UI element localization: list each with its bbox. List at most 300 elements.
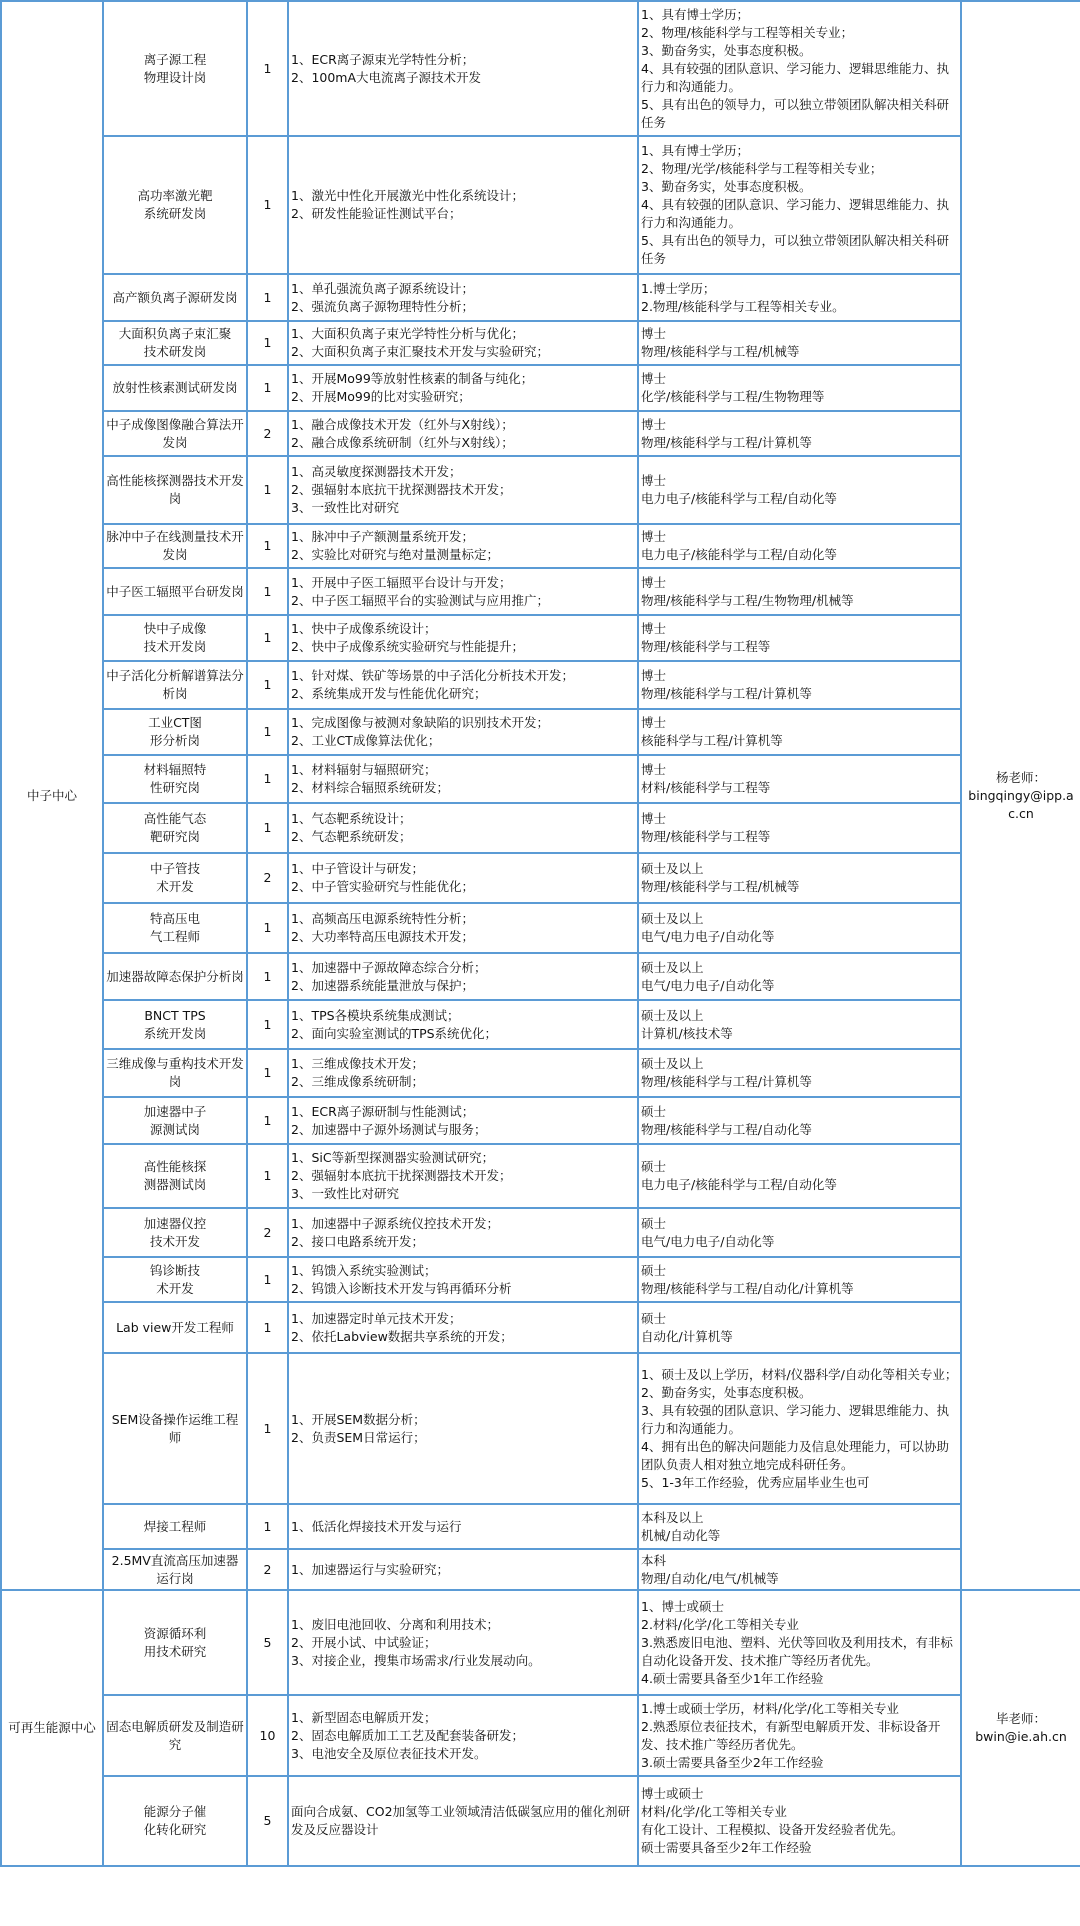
- requirement-item: 硕士及以上: [641, 1007, 704, 1023]
- table-row: [1, 1208, 1080, 1257]
- requirement-item: 2、物理/光学/核能科学与工程等相关专业；: [641, 161, 883, 176]
- requirement-item: 博士: [641, 715, 667, 730]
- headcount-cell: 1: [247, 661, 288, 709]
- position-title: 运行岗: [156, 1570, 194, 1586]
- table-row: [1, 1776, 1080, 1866]
- table-row: [1, 709, 1080, 755]
- requirement-item: 博士: [641, 473, 667, 488]
- duty-item: 1、加速器中子源系统仪控技术开发；: [291, 1215, 499, 1231]
- duty-item: 2、开展Mo99的比对实验研究；: [291, 389, 471, 404]
- requirement-item: 硕士及以上: [641, 911, 704, 926]
- requirements-cell: [638, 1000, 961, 1049]
- requirement-item: 物理/核能科学与工程等: [641, 639, 771, 654]
- requirements-cell: [638, 709, 961, 755]
- requirement-item: 1.博士或硕士学历，材料/化学/化工等相关专业: [641, 1700, 899, 1716]
- requirement-item: 化学/核能科学与工程/生物物理等: [641, 389, 825, 404]
- table-row: [1, 568, 1080, 615]
- position-title-cell: [103, 411, 247, 456]
- table-row: [1, 1257, 1080, 1302]
- duty-item: 2、面向实验室测试的TPS系统优化；: [291, 1025, 498, 1041]
- position-title-cell: [103, 136, 247, 274]
- position-title: 中子成像图像融合算法开发岗: [106, 416, 244, 450]
- requirement-item: 5、1-3年工作经验，优秀应届毕业生也可: [641, 1474, 870, 1490]
- requirement-item: 3、勤奋务实，处事态度积极。: [641, 42, 812, 58]
- duty-item: 面向合成氨、CO2加氢等工业领域清洁低碳氢应用的催化剂研发及反应器设计: [291, 1804, 631, 1837]
- position-title: 高产额负离子源研发岗: [112, 289, 238, 305]
- requirement-item: 1、具有博士学历；: [641, 6, 749, 22]
- department-cell: 可再生能源中心: [1, 1590, 103, 1866]
- duty-item: 2、气态靶系统研发；: [291, 829, 412, 844]
- duty-item: 1、加速器中子源故障态综合分析；: [291, 959, 487, 975]
- position-title: 术开发: [156, 1280, 194, 1296]
- duties-cell: [288, 1097, 638, 1144]
- headcount-cell: 1: [247, 1000, 288, 1049]
- requirement-item: 物理/核能科学与工程/计算机等: [641, 434, 812, 450]
- headcount-cell: 1: [247, 615, 288, 661]
- headcount-cell: 1: [247, 136, 288, 274]
- requirements-cell: [638, 524, 961, 568]
- position-title-cell: [103, 709, 247, 755]
- duty-item: 2、接口电路系统开发；: [291, 1233, 424, 1249]
- headcount-cell: 2: [247, 411, 288, 456]
- position-title-cell: [103, 1590, 247, 1695]
- position-title-cell: [103, 1695, 247, 1776]
- requirements-cell: [638, 1257, 961, 1302]
- position-title: 快中子成像: [143, 621, 207, 636]
- position-title: 高性能核探: [143, 1159, 207, 1174]
- requirement-item: 博士或硕士: [641, 1786, 704, 1801]
- headcount-cell: 1: [247, 755, 288, 803]
- headcount-cell: 1: [247, 803, 288, 853]
- duty-item: 1、中子管设计与研发；: [291, 861, 424, 876]
- duty-item: 1、开展中子医工辐照平台设计与开发；: [291, 574, 512, 590]
- duties-cell: [288, 321, 638, 365]
- requirements-cell: [638, 803, 961, 853]
- duty-item: 1、TPS各模块系统集成测试；: [291, 1007, 460, 1023]
- duties-cell: [288, 755, 638, 803]
- headcount-cell: 1: [247, 1504, 288, 1549]
- position-title-cell: [103, 1144, 247, 1208]
- duties-cell: [288, 615, 638, 661]
- position-title: 中子活化分析解谱算法分析岗: [106, 668, 244, 701]
- position-title-cell: [103, 365, 247, 411]
- duty-item: 2、材料综合辐照系统研发；: [291, 780, 449, 795]
- requirements-cell: [638, 755, 961, 803]
- headcount-cell: 1: [247, 1302, 288, 1353]
- position-title-cell: [103, 1776, 247, 1866]
- requirements-cell: [638, 1590, 961, 1695]
- contact-email[interactable]: bingqingy@ipp.ac.cn: [968, 787, 1074, 821]
- position-title-cell: [103, 524, 247, 568]
- position-title: 性研究岗: [149, 780, 200, 795]
- requirement-item: 博士: [641, 621, 667, 636]
- requirement-item: 4、具有较强的团队意识、学习能力、逻辑思维能力、执行力和沟通能力。: [641, 197, 949, 230]
- requirement-item: 博士: [641, 574, 667, 590]
- headcount-cell: 1: [247, 1049, 288, 1097]
- position-title: 术开发: [156, 879, 194, 894]
- table-row: [1, 1000, 1080, 1049]
- position-title: 三维成像与重构技术开发岗: [106, 1056, 244, 1089]
- headcount-cell: 1: [247, 709, 288, 755]
- position-title: 技术开发: [149, 1233, 200, 1249]
- headcount-cell: 10: [247, 1695, 288, 1776]
- duties-cell: [288, 411, 638, 456]
- duty-item: 2、钨馈入诊断技术开发与钨再循环分析: [291, 1280, 512, 1296]
- duties-cell: [288, 1353, 638, 1504]
- requirement-item: 物理/核能科学与工程/自动化等: [641, 1121, 812, 1137]
- requirement-item: 核能科学与工程/计算机等: [641, 733, 783, 748]
- duties-cell: [288, 524, 638, 568]
- requirements-cell: [638, 1549, 961, 1590]
- duties-cell: [288, 1302, 638, 1353]
- duty-item: 1、单孔强流负离子源系统设计；: [291, 280, 474, 296]
- requirement-item: 4.硕士需要具备至少1年工作经验: [641, 1670, 824, 1686]
- position-title: 测器测试岗: [143, 1177, 207, 1192]
- requirement-item: 3、具有较强的团队意识、学习能力、逻辑思维能力、执行力和沟通能力。: [641, 1402, 949, 1436]
- requirements-cell: [638, 615, 961, 661]
- headcount-cell: 1: [247, 456, 288, 524]
- position-title: 化转化研究: [143, 1822, 207, 1837]
- requirement-item: 博士: [641, 762, 667, 777]
- position-title: 2.5MV直流高压加速器: [111, 1552, 239, 1568]
- headcount-cell: 1: [247, 365, 288, 411]
- department-cell: 中子中心: [1, 1, 103, 1590]
- duties-cell: [288, 903, 638, 953]
- headcount-cell: 2: [247, 1549, 288, 1590]
- duty-item: 2、实验比对研究与绝对量测量标定；: [291, 547, 499, 562]
- requirement-item: 硕士: [641, 1215, 667, 1231]
- headcount-cell: 1: [247, 953, 288, 1000]
- headcount-cell: 1: [247, 1144, 288, 1208]
- requirement-item: 物理/核能科学与工程/计算机等: [641, 1074, 812, 1089]
- duty-item: 1、气态靶系统设计；: [291, 811, 412, 826]
- requirement-item: 博士: [641, 811, 667, 826]
- requirement-item: 硕士: [641, 1310, 667, 1326]
- duties-cell: [288, 568, 638, 615]
- requirement-item: 2.物理/核能科学与工程等相关专业。: [641, 298, 845, 314]
- position-title-cell: [103, 456, 247, 524]
- table-row: [1, 1302, 1080, 1353]
- duty-item: 1、新型固态电解质开发；: [291, 1709, 437, 1725]
- duty-item: 1、快中子成像系统设计；: [291, 621, 437, 636]
- requirement-item: 电力电子/核能科学与工程/自动化等: [641, 547, 837, 562]
- position-title: 焊接工程师: [143, 1518, 207, 1534]
- headcount-cell: 1: [247, 568, 288, 615]
- headcount-cell: 1: [247, 1097, 288, 1144]
- requirements-cell: [638, 365, 961, 411]
- requirements-cell: [638, 903, 961, 953]
- duty-item: 2、强流负离子源物理特性分析；: [291, 298, 474, 314]
- headcount-cell: 2: [247, 853, 288, 903]
- position-title-cell: [103, 853, 247, 903]
- headcount-cell: 5: [247, 1590, 288, 1695]
- requirement-item: 博士: [641, 326, 667, 341]
- requirement-item: 有化工设计、工程模拟、设备开发经验者优先。: [641, 1822, 904, 1837]
- position-title-cell: [103, 568, 247, 615]
- requirement-item: 1、硕士及以上学历，材料/仪器科学/自动化等相关专业；: [641, 1366, 958, 1382]
- duty-item: 2、负责SEM日常运行；: [291, 1429, 426, 1445]
- position-title: 加速器故障态保护分析岗: [106, 968, 244, 984]
- duties-cell: [288, 274, 638, 321]
- requirement-item: 博士: [641, 416, 667, 432]
- requirement-item: 物理/自动化/电气/机械等: [641, 1570, 779, 1586]
- table-row: [1, 1695, 1080, 1776]
- position-title: 形分析岗: [149, 733, 200, 748]
- position-title: 放射性核素测试研发岗: [112, 380, 238, 395]
- duty-item: 1、废旧电池回收、分离和利用技术；: [291, 1616, 499, 1632]
- requirement-item: 电气/电力电子/自动化等: [641, 977, 775, 993]
- position-title: Lab view开发工程师: [116, 1319, 234, 1335]
- position-title: 特高压电: [149, 911, 200, 926]
- duty-item: 1、融合成像技术开发（红外与X射线）；: [291, 416, 514, 432]
- requirements-cell: [638, 1504, 961, 1549]
- table-row: [1, 661, 1080, 709]
- duty-item: 3、对接企业，搜集市场需求/行业发展动向。: [291, 1652, 541, 1668]
- headcount-cell: 1: [247, 274, 288, 321]
- requirement-item: 电气/电力电子/自动化等: [641, 1233, 775, 1249]
- table-row: [1, 1144, 1080, 1208]
- position-title: 资源循环利: [143, 1625, 207, 1641]
- duty-item: 3、一致性比对研究: [291, 1186, 399, 1201]
- duty-item: 2、强辐射本底抗干扰探测器技术开发；: [291, 1168, 512, 1183]
- duties-cell: [288, 803, 638, 853]
- duty-item: 1、ECR离子源束光学特性分析；: [291, 51, 475, 67]
- duties-cell: [288, 853, 638, 903]
- requirements-cell: [638, 853, 961, 903]
- requirements-cell: [638, 1302, 961, 1353]
- duty-item: 3、一致性比对研究: [291, 500, 399, 515]
- requirements-cell: [638, 661, 961, 709]
- table-row: [1, 953, 1080, 1000]
- duty-item: 1、高灵敏度探测器技术开发；: [291, 464, 462, 479]
- duty-item: 1、加速器运行与实验研究；: [291, 1561, 449, 1577]
- position-title: 高性能气态: [143, 811, 207, 826]
- requirement-item: 本科: [641, 1552, 667, 1568]
- table-row: [1, 274, 1080, 321]
- requirements-cell: [638, 321, 961, 365]
- requirement-item: 材料/核能科学与工程等: [641, 780, 771, 795]
- recruitment-table-body: [1, 1, 1080, 1866]
- duty-item: 1、完成图像与被测对象缺陷的识别技术开发；: [291, 715, 549, 730]
- duties-cell: [288, 661, 638, 709]
- contact-cell: [961, 1, 1080, 1590]
- duties-cell: [288, 1257, 638, 1302]
- duties-cell: [288, 1695, 638, 1776]
- table-row: [1, 803, 1080, 853]
- duties-cell: [288, 1144, 638, 1208]
- requirement-item: 硕士及以上: [641, 861, 704, 876]
- requirement-item: 材料/化学/化工等相关专业: [641, 1804, 787, 1819]
- position-title: 大面积负离子束汇聚: [118, 326, 232, 341]
- requirement-item: 2.熟悉原位表征技术，有新型电解质开发、非标设备开发、技术推广等经历者优先。: [641, 1718, 941, 1752]
- table-row: [1, 321, 1080, 365]
- requirement-item: 电力电子/核能科学与工程/自动化等: [641, 491, 837, 506]
- table-row: [1, 615, 1080, 661]
- headcount-cell: 1: [247, 524, 288, 568]
- table-row: [1, 1549, 1080, 1590]
- requirements-cell: [638, 136, 961, 274]
- headcount-cell: 1: [247, 1353, 288, 1504]
- position-title-cell: [103, 1302, 247, 1353]
- duty-item: 1、脉冲中子产额测量系统开发；: [291, 529, 474, 544]
- position-title-cell: [103, 1049, 247, 1097]
- contact-cell: [961, 1590, 1080, 1866]
- position-title-cell: [103, 321, 247, 365]
- position-title-cell: [103, 1353, 247, 1504]
- requirement-item: 1、博士或硕士: [641, 1598, 724, 1614]
- position-title: 系统研发岗: [143, 206, 207, 221]
- requirement-item: 物理/核能科学与工程/机械等: [641, 879, 800, 894]
- contact-name: 毕老师：: [995, 1711, 1046, 1726]
- position-title: 能源分子催: [143, 1804, 207, 1819]
- requirement-item: 3.熟悉废旧电池、塑料、光伏等回收及利用技术，有非标自动化设备开发、技术推广等经历者优先。: [641, 1634, 953, 1668]
- requirement-item: 2.材料/化学/化工等相关专业: [641, 1616, 799, 1632]
- requirement-item: 硕士及以上: [641, 959, 704, 975]
- requirement-item: 博士: [641, 529, 667, 544]
- requirements-cell: [638, 456, 961, 524]
- position-title: 系统开发岗: [143, 1025, 207, 1041]
- duty-item: 2、固态电解质加工工艺及配套装备研发；: [291, 1727, 524, 1743]
- requirements-cell: [638, 1049, 961, 1097]
- position-title: 加速器仪控: [143, 1215, 207, 1231]
- duty-item: 1、加速器定时单元技术开发；: [291, 1310, 462, 1326]
- requirements-cell: [638, 1776, 961, 1866]
- duty-item: 1、ECR离子源研制与性能测试；: [291, 1103, 475, 1119]
- duty-item: 2、依托Labview数据共享系统的开发；: [291, 1328, 513, 1344]
- duty-item: 1、针对煤、铁矿等场景的中子活化分析技术开发；: [291, 668, 574, 683]
- duties-cell: [288, 953, 638, 1000]
- requirement-item: 硕士及以上: [641, 1056, 704, 1071]
- table-row: [1, 411, 1080, 456]
- position-title: 高功率激光靶: [137, 188, 213, 203]
- headcount-cell: 2: [247, 1208, 288, 1257]
- requirements-cell: [638, 411, 961, 456]
- requirement-item: 硕士需要具备至少2年工作经验: [641, 1840, 812, 1855]
- duty-item: 1、SiC等新型探测器实验测试研究；: [291, 1150, 495, 1165]
- duty-item: 2、100mA大电流离子源技术开发: [291, 69, 482, 85]
- table-row: [1, 755, 1080, 803]
- requirement-item: 2、勤奋务实，处事态度积极。: [641, 1384, 812, 1400]
- position-title-cell: [103, 953, 247, 1000]
- duty-item: 1、三维成像技术开发；: [291, 1056, 424, 1071]
- table-row: [1, 136, 1080, 274]
- duties-cell: [288, 136, 638, 274]
- position-title-cell: [103, 903, 247, 953]
- requirement-item: 电气/电力电子/自动化等: [641, 929, 775, 944]
- requirement-item: 硕士: [641, 1262, 667, 1278]
- position-title-cell: [103, 1, 247, 136]
- position-title: 技术开发岗: [143, 639, 207, 654]
- position-title: 气工程师: [149, 929, 200, 944]
- requirements-cell: [638, 953, 961, 1000]
- position-title-cell: [103, 803, 247, 853]
- position-title: 技术研发岗: [143, 344, 207, 359]
- requirement-item: 4、具有较强的团队意识、学习能力、逻辑思维能力、执行力和沟通能力。: [641, 60, 949, 94]
- duty-item: 2、中子管实验研究与性能优化；: [291, 879, 474, 894]
- requirement-item: 博士: [641, 668, 667, 683]
- requirement-item: 硕士: [641, 1103, 667, 1119]
- position-title: 固态电解质研发及制造研究: [106, 1718, 244, 1752]
- requirements-cell: [638, 1144, 961, 1208]
- headcount-cell: 1: [247, 903, 288, 953]
- position-title: 离子源工程: [143, 51, 207, 67]
- position-title: 中子管技: [149, 861, 200, 876]
- position-title: 物理设计岗: [143, 69, 207, 85]
- requirement-item: 1.博士学历；: [641, 280, 716, 296]
- requirements-cell: [638, 1353, 961, 1504]
- duty-item: 1、激光中性化开展激光中性化系统设计；: [291, 188, 524, 203]
- table-row: [1, 1590, 1080, 1695]
- position-title-cell: [103, 661, 247, 709]
- position-title: 材料辐照特: [143, 762, 207, 777]
- requirement-item: 物理/核能科学与工程/机械等: [641, 344, 800, 359]
- requirement-item: 3、勤奋务实，处事态度积极。: [641, 179, 812, 194]
- duty-item: 2、工业CT成像算法优化；: [291, 733, 441, 748]
- contact-email[interactable]: bwin@ie.ah.cn: [975, 1729, 1067, 1744]
- duties-cell: [288, 1208, 638, 1257]
- headcount-cell: 5: [247, 1776, 288, 1866]
- requirement-item: 4、拥有出色的解决问题能力及信息处理能力，可以协助团队负责人相对独立地完成科研任务。: [641, 1438, 949, 1472]
- requirements-cell: [638, 1208, 961, 1257]
- duty-item: 2、系统集成开发与性能优化研究；: [291, 686, 487, 701]
- requirement-item: 本科及以上: [641, 1509, 704, 1525]
- duties-cell: [288, 709, 638, 755]
- table-row: [1, 1504, 1080, 1549]
- requirement-item: 物理/核能科学与工程等: [641, 829, 771, 844]
- requirement-item: 自动化/计算机等: [641, 1328, 733, 1344]
- position-title: 脉冲中子在线测量技术开发岗: [106, 529, 244, 562]
- position-title: 钨诊断技: [149, 1262, 200, 1278]
- contact-name: 杨老师：: [995, 769, 1046, 785]
- headcount-cell: 1: [247, 321, 288, 365]
- duty-item: 2、大面积负离子束汇聚技术开发与实验研究；: [291, 344, 549, 359]
- position-title: 用技术研究: [143, 1643, 207, 1659]
- requirement-item: 2、物理/核能科学与工程等相关专业；: [641, 24, 854, 40]
- table-row: [1, 456, 1080, 524]
- requirement-item: 5、具有出色的领导力，可以独立带领团队解决相关科研任务: [641, 96, 949, 130]
- duty-item: 2、研发性能验证性测试平台；: [291, 206, 462, 221]
- duty-item: 1、钨馈入系统实验测试；: [291, 1262, 437, 1278]
- position-title: 工业CT图: [148, 715, 202, 730]
- duty-item: 1、大面积负离子束光学特性分析与优化；: [291, 326, 524, 341]
- position-title-cell: [103, 274, 247, 321]
- position-title: SEM设备操作运维工程师: [111, 1411, 239, 1445]
- position-title: 靶研究岗: [149, 829, 200, 844]
- position-title-cell: [103, 755, 247, 803]
- duties-cell: [288, 1549, 638, 1590]
- duty-item: 2、快中子成像系统实验研究与性能提升；: [291, 639, 524, 654]
- position-title-cell: [103, 1000, 247, 1049]
- duties-cell: [288, 1, 638, 136]
- position-title-cell: [103, 1097, 247, 1144]
- duty-item: 1、开展SEM数据分析；: [291, 1411, 426, 1427]
- duty-item: 2、强辐射本底抗干扰探测器技术开发；: [291, 482, 512, 497]
- position-title: 高性能核探测器技术开发岗: [106, 473, 244, 506]
- duty-item: 3、电池安全及原位表征技术开发。: [291, 1745, 487, 1761]
- duties-cell: [288, 365, 638, 411]
- duties-cell: [288, 1590, 638, 1695]
- requirements-cell: [638, 568, 961, 615]
- table-row: [1, 524, 1080, 568]
- position-title-cell: [103, 1257, 247, 1302]
- headcount-cell: 1: [247, 1, 288, 136]
- requirement-item: 物理/核能科学与工程/生物物理/机械等: [641, 592, 854, 608]
- requirement-item: 物理/核能科学与工程/自动化/计算机等: [641, 1280, 854, 1296]
- requirement-item: 电力电子/核能科学与工程/自动化等: [641, 1177, 837, 1192]
- headcount-cell: 1: [247, 1257, 288, 1302]
- requirement-item: 硕士: [641, 1159, 667, 1174]
- duty-item: 2、加速器中子源外场测试与服务；: [291, 1121, 487, 1137]
